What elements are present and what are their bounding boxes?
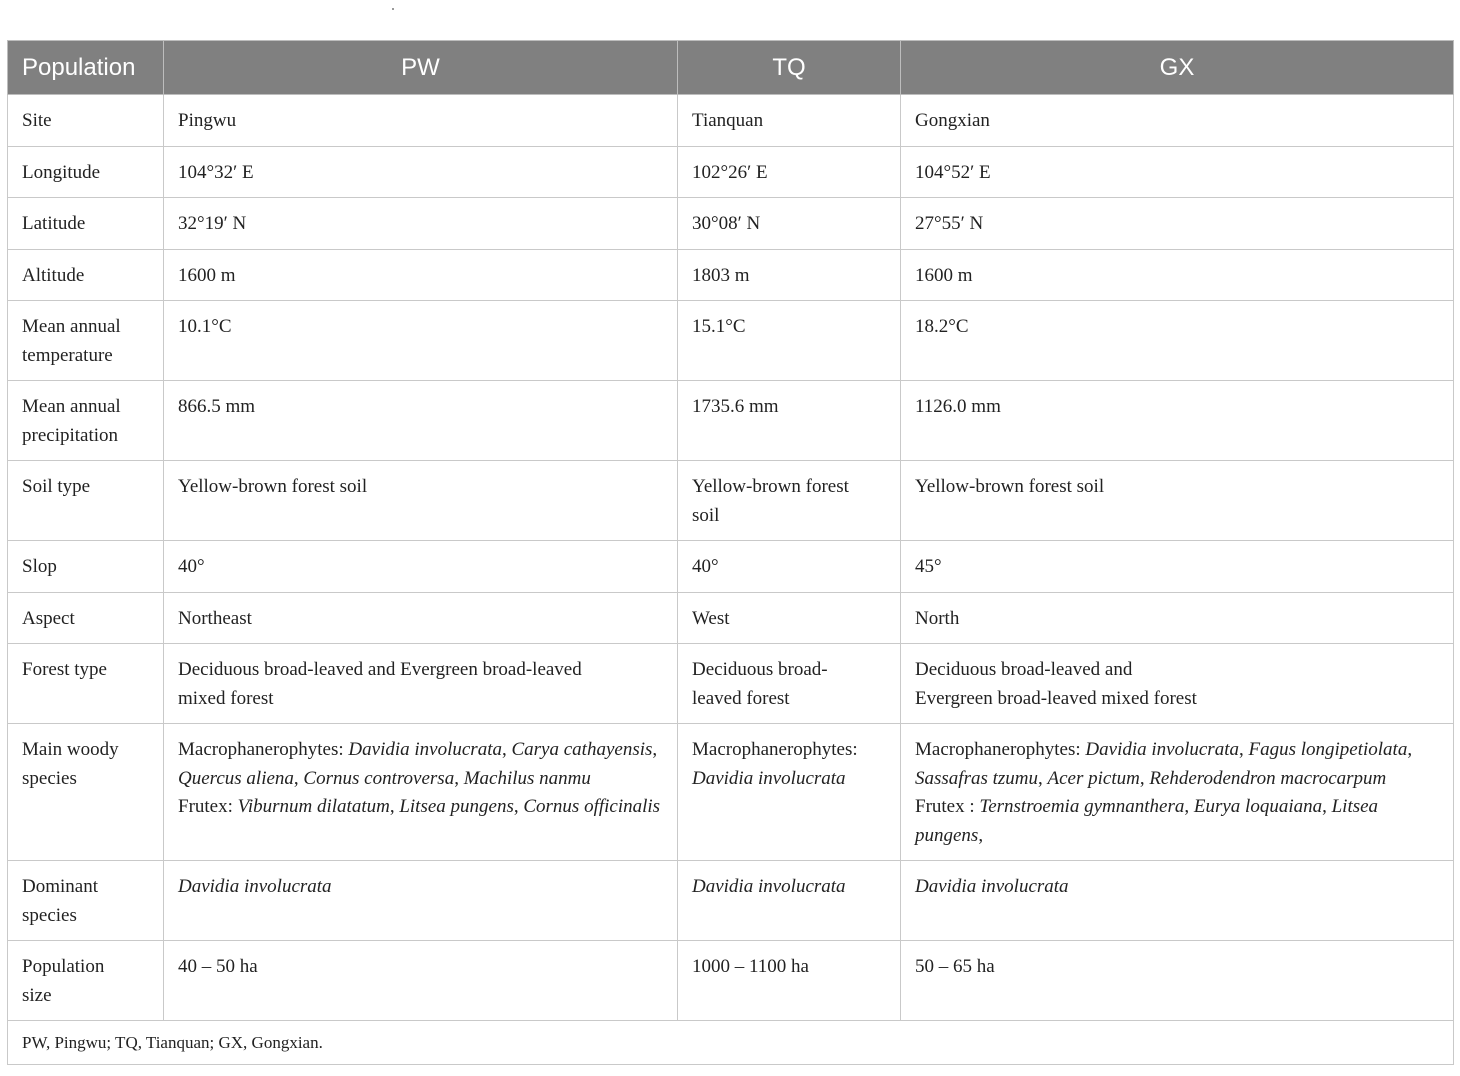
row-label-line: precipitation xyxy=(22,424,119,446)
row-label xyxy=(8,941,164,1021)
cell-pw: Pingwu xyxy=(164,95,678,147)
cell-pw: 40 – 50 ha xyxy=(164,941,678,1021)
cell-line: soil xyxy=(692,504,720,526)
cell-line: Deciduous broad-leaved and xyxy=(915,659,1133,680)
cell-tq: Davidia involucrata xyxy=(678,861,901,941)
cell-tq xyxy=(678,644,901,724)
header-row xyxy=(8,41,1454,95)
row-label-line: Mean annual xyxy=(22,396,121,417)
row-label-line: Dominant xyxy=(22,876,98,897)
cell-pw: Northeast xyxy=(164,592,678,644)
header-pw: PW xyxy=(164,41,678,95)
row-label: Slop xyxy=(8,541,164,593)
row-altitude xyxy=(8,249,1454,301)
row-label xyxy=(8,381,164,461)
species-name: Machilus nanmu xyxy=(463,767,591,789)
cell-pw xyxy=(164,644,678,724)
row-label-line: Population xyxy=(22,956,105,977)
cell-pw: Macrophanerophytes: Davidia involucrata, Carya cathayensis, Quercus aliena, Cornus controversa, Machilus nanmu Frutex: Viburnum dilatatum, Litsea pungens, Cornus officinalis xyxy=(164,724,678,861)
species-name: Acer pictum xyxy=(1047,767,1140,789)
species-name: Sassafras tzumu xyxy=(915,767,1038,789)
row-aspect xyxy=(8,592,1454,644)
row-population-size xyxy=(8,941,1454,1021)
cell-gx: Yellow-brown forest soil xyxy=(901,461,1454,541)
cell-gx: North xyxy=(901,592,1454,644)
cell-pw: Yellow-brown forest soil xyxy=(164,461,678,541)
row-longitude xyxy=(8,146,1454,198)
cell-pw: 40° xyxy=(164,541,678,593)
cell-tq: 1000 – 1100 ha xyxy=(678,941,901,1021)
species-name: Fagus longipetiolata xyxy=(1248,739,1408,760)
row-precipitation xyxy=(8,381,1454,461)
row-soil-type xyxy=(8,461,1454,541)
cell-gx: 1600 m xyxy=(901,249,1454,301)
species-name: Eurya loquaiana xyxy=(1193,796,1323,817)
macro-prefix: Macrophanerophytes: xyxy=(915,739,1081,760)
cell-gx: 27°55′ N xyxy=(901,198,1454,250)
row-label: Soil type xyxy=(8,461,164,541)
cell-pw: 32°19′ N xyxy=(164,198,678,250)
row-label: Forest type xyxy=(8,644,164,724)
cell-line: Deciduous broad- xyxy=(692,659,828,680)
row-site xyxy=(8,95,1454,147)
cell-line: Yellow-brown forest xyxy=(692,476,849,497)
cell-tq: Tianquan xyxy=(678,95,901,147)
cell-pw: 1600 m xyxy=(164,249,678,301)
row-forest-type xyxy=(8,644,1454,724)
population-site-table xyxy=(7,40,1454,1065)
row-label: Longitude xyxy=(8,146,164,198)
row-main-woody-species xyxy=(8,724,1454,861)
footnote-row xyxy=(8,1021,1454,1065)
cell-gx: Davidia involucrata xyxy=(901,861,1454,941)
cell-line: mixed forest xyxy=(178,687,274,709)
cell-tq: 1735.6 mm xyxy=(678,381,901,461)
row-label xyxy=(8,861,164,941)
row-dominant-species xyxy=(8,861,1454,941)
frutex-prefix: Frutex : xyxy=(915,796,975,817)
species-name: Ternstroemia gymnanthera xyxy=(979,796,1185,817)
species-name: Viburnum dilatatum xyxy=(237,796,390,817)
cell-line: Deciduous broad-leaved and Evergreen broad-leaved xyxy=(178,659,582,680)
cell-line: leaved forest xyxy=(692,687,790,709)
species-name: Davidia involucrata xyxy=(348,739,502,760)
macro-prefix: Macrophanerophytes: xyxy=(692,739,858,760)
species-name: Cornus officinalis xyxy=(523,796,661,817)
row-temperature xyxy=(8,301,1454,381)
header-tq: TQ xyxy=(678,41,901,95)
cell-gx: 50 – 65 ha xyxy=(901,941,1454,1021)
table-footnote: PW, Pingwu; TQ, Tianquan; GX, Gongxian. xyxy=(8,1021,1454,1065)
row-label-line: size xyxy=(22,984,52,1006)
row-label-line: Main woody xyxy=(22,739,119,760)
row-label-line: species xyxy=(22,904,77,926)
cell-line: Evergreen broad-leaved mixed forest xyxy=(915,687,1197,709)
cell-tq: 15.1°C xyxy=(678,301,901,381)
header-population: Population xyxy=(8,41,164,95)
cell-tq: 30°08′ N xyxy=(678,198,901,250)
cell-pw: 10.1°C xyxy=(164,301,678,381)
species-name: Litsea pungens xyxy=(399,796,514,817)
row-label xyxy=(8,724,164,861)
frutex-prefix: Frutex: xyxy=(178,796,233,817)
row-slope xyxy=(8,541,1454,593)
row-label-line: temperature xyxy=(22,344,113,366)
row-label: Altitude xyxy=(8,249,164,301)
row-label-line: Mean annual xyxy=(22,316,121,337)
cell-gx xyxy=(901,644,1454,724)
species-name: Rehderodendron macrocarpum xyxy=(1149,767,1387,789)
cell-tq: 102°26′ E xyxy=(678,146,901,198)
cell-tq xyxy=(678,724,901,861)
cell-tq xyxy=(678,461,901,541)
cell-gx: 1126.0 mm xyxy=(901,381,1454,461)
species-name: Quercus aliena xyxy=(178,767,294,789)
cell-gx: Gongxian xyxy=(901,95,1454,147)
cell-gx: 104°52′ E xyxy=(901,146,1454,198)
cell-gx: 18.2°C xyxy=(901,301,1454,381)
species-name: Davidia involucrata xyxy=(692,767,846,789)
cell-pw: 866.5 mm xyxy=(164,381,678,461)
row-label: Latitude xyxy=(8,198,164,250)
cell-gx: 45° xyxy=(901,541,1454,593)
cell-pw: 104°32′ E xyxy=(164,146,678,198)
species-name: Cornus controversa xyxy=(303,767,455,789)
cell-tq: West xyxy=(678,592,901,644)
cell-tq: 40° xyxy=(678,541,901,593)
cell-pw: Davidia involucrata xyxy=(164,861,678,941)
species-name: Davidia involucrata xyxy=(1085,739,1239,760)
cell-gx: Macrophanerophytes: Davidia involucrata, Fagus longipetiolata, Sassafras tzumu, Acer pictum, Rehderodendron macrocarpum Frutex : Ternstroemia gymnanthera, Eurya loquaiana, Litsea pungens, xyxy=(901,724,1454,861)
cell-tq: 1803 m xyxy=(678,249,901,301)
row-latitude xyxy=(8,198,1454,250)
row-label: Aspect xyxy=(8,592,164,644)
macro-prefix: Macrophanerophytes: xyxy=(178,739,344,760)
species-name: Litsea pungens xyxy=(915,796,1379,846)
header-gx: GX xyxy=(901,41,1454,95)
stray-dot xyxy=(392,8,394,10)
row-label xyxy=(8,301,164,381)
row-label: Site xyxy=(8,95,164,147)
species-name: Carya cathayensis xyxy=(511,739,653,760)
row-label-line: species xyxy=(22,767,77,789)
